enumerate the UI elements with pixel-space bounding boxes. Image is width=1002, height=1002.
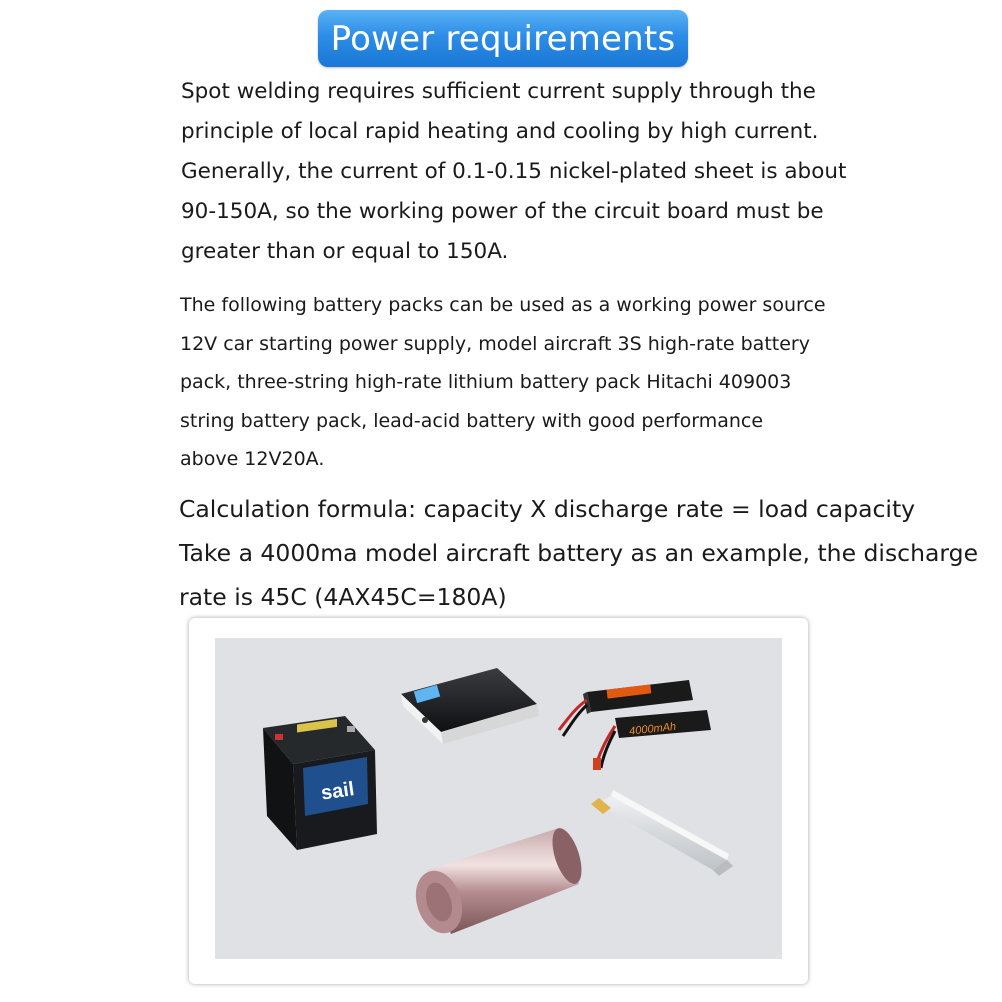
text-line: greater than or equal to 150A. <box>181 239 509 264</box>
text-line: above 12V20A. <box>180 448 325 470</box>
lipo-battery-label: 4000mAh <box>628 720 677 738</box>
text-line: Spot welding requires sufficient current supply through the <box>181 79 816 104</box>
page-title: Power requirements <box>330 18 676 59</box>
text-line: rate is 45C (4AX45C=180A) <box>179 583 507 611</box>
pouch-cell-image <box>591 790 733 876</box>
formula-paragraph <box>179 487 999 619</box>
text-line: Generally, the current of 0.1-0.15 nickel-plated sheet is about <box>181 159 847 184</box>
text-line: 12V car starting power supply, model aircraft 3S high-rate battery <box>180 332 810 355</box>
text-line: Calculation formula: capacity X discharge rate = load capacity <box>179 495 916 523</box>
text-line: pack, three-string high-rate lithium battery pack Hitachi 409003 <box>180 371 792 393</box>
cylindrical-cell-image <box>408 825 587 940</box>
car-battery-brand: sail <box>319 778 356 805</box>
power-bank-image <box>401 668 539 744</box>
title-banner <box>318 10 688 67</box>
lipo-battery-image <box>559 680 711 770</box>
text-line: 90-150A, so the working power of the circuit board must be <box>181 199 824 224</box>
battery-packs-paragraph <box>180 286 900 479</box>
battery-photo <box>215 638 782 959</box>
text-line: Take a 4000ma model aircraft battery as an example, the discharge <box>179 539 979 567</box>
text-line: The following battery packs can be used as a working power source <box>180 294 826 316</box>
text-line: string battery pack, lead-acid battery with good performance <box>180 409 764 432</box>
battery-photo-frame <box>189 618 808 984</box>
car-battery-image <box>263 716 377 850</box>
text-line: principle of local rapid heating and cooling by high current. <box>181 119 819 144</box>
power-description-paragraph <box>181 72 901 272</box>
